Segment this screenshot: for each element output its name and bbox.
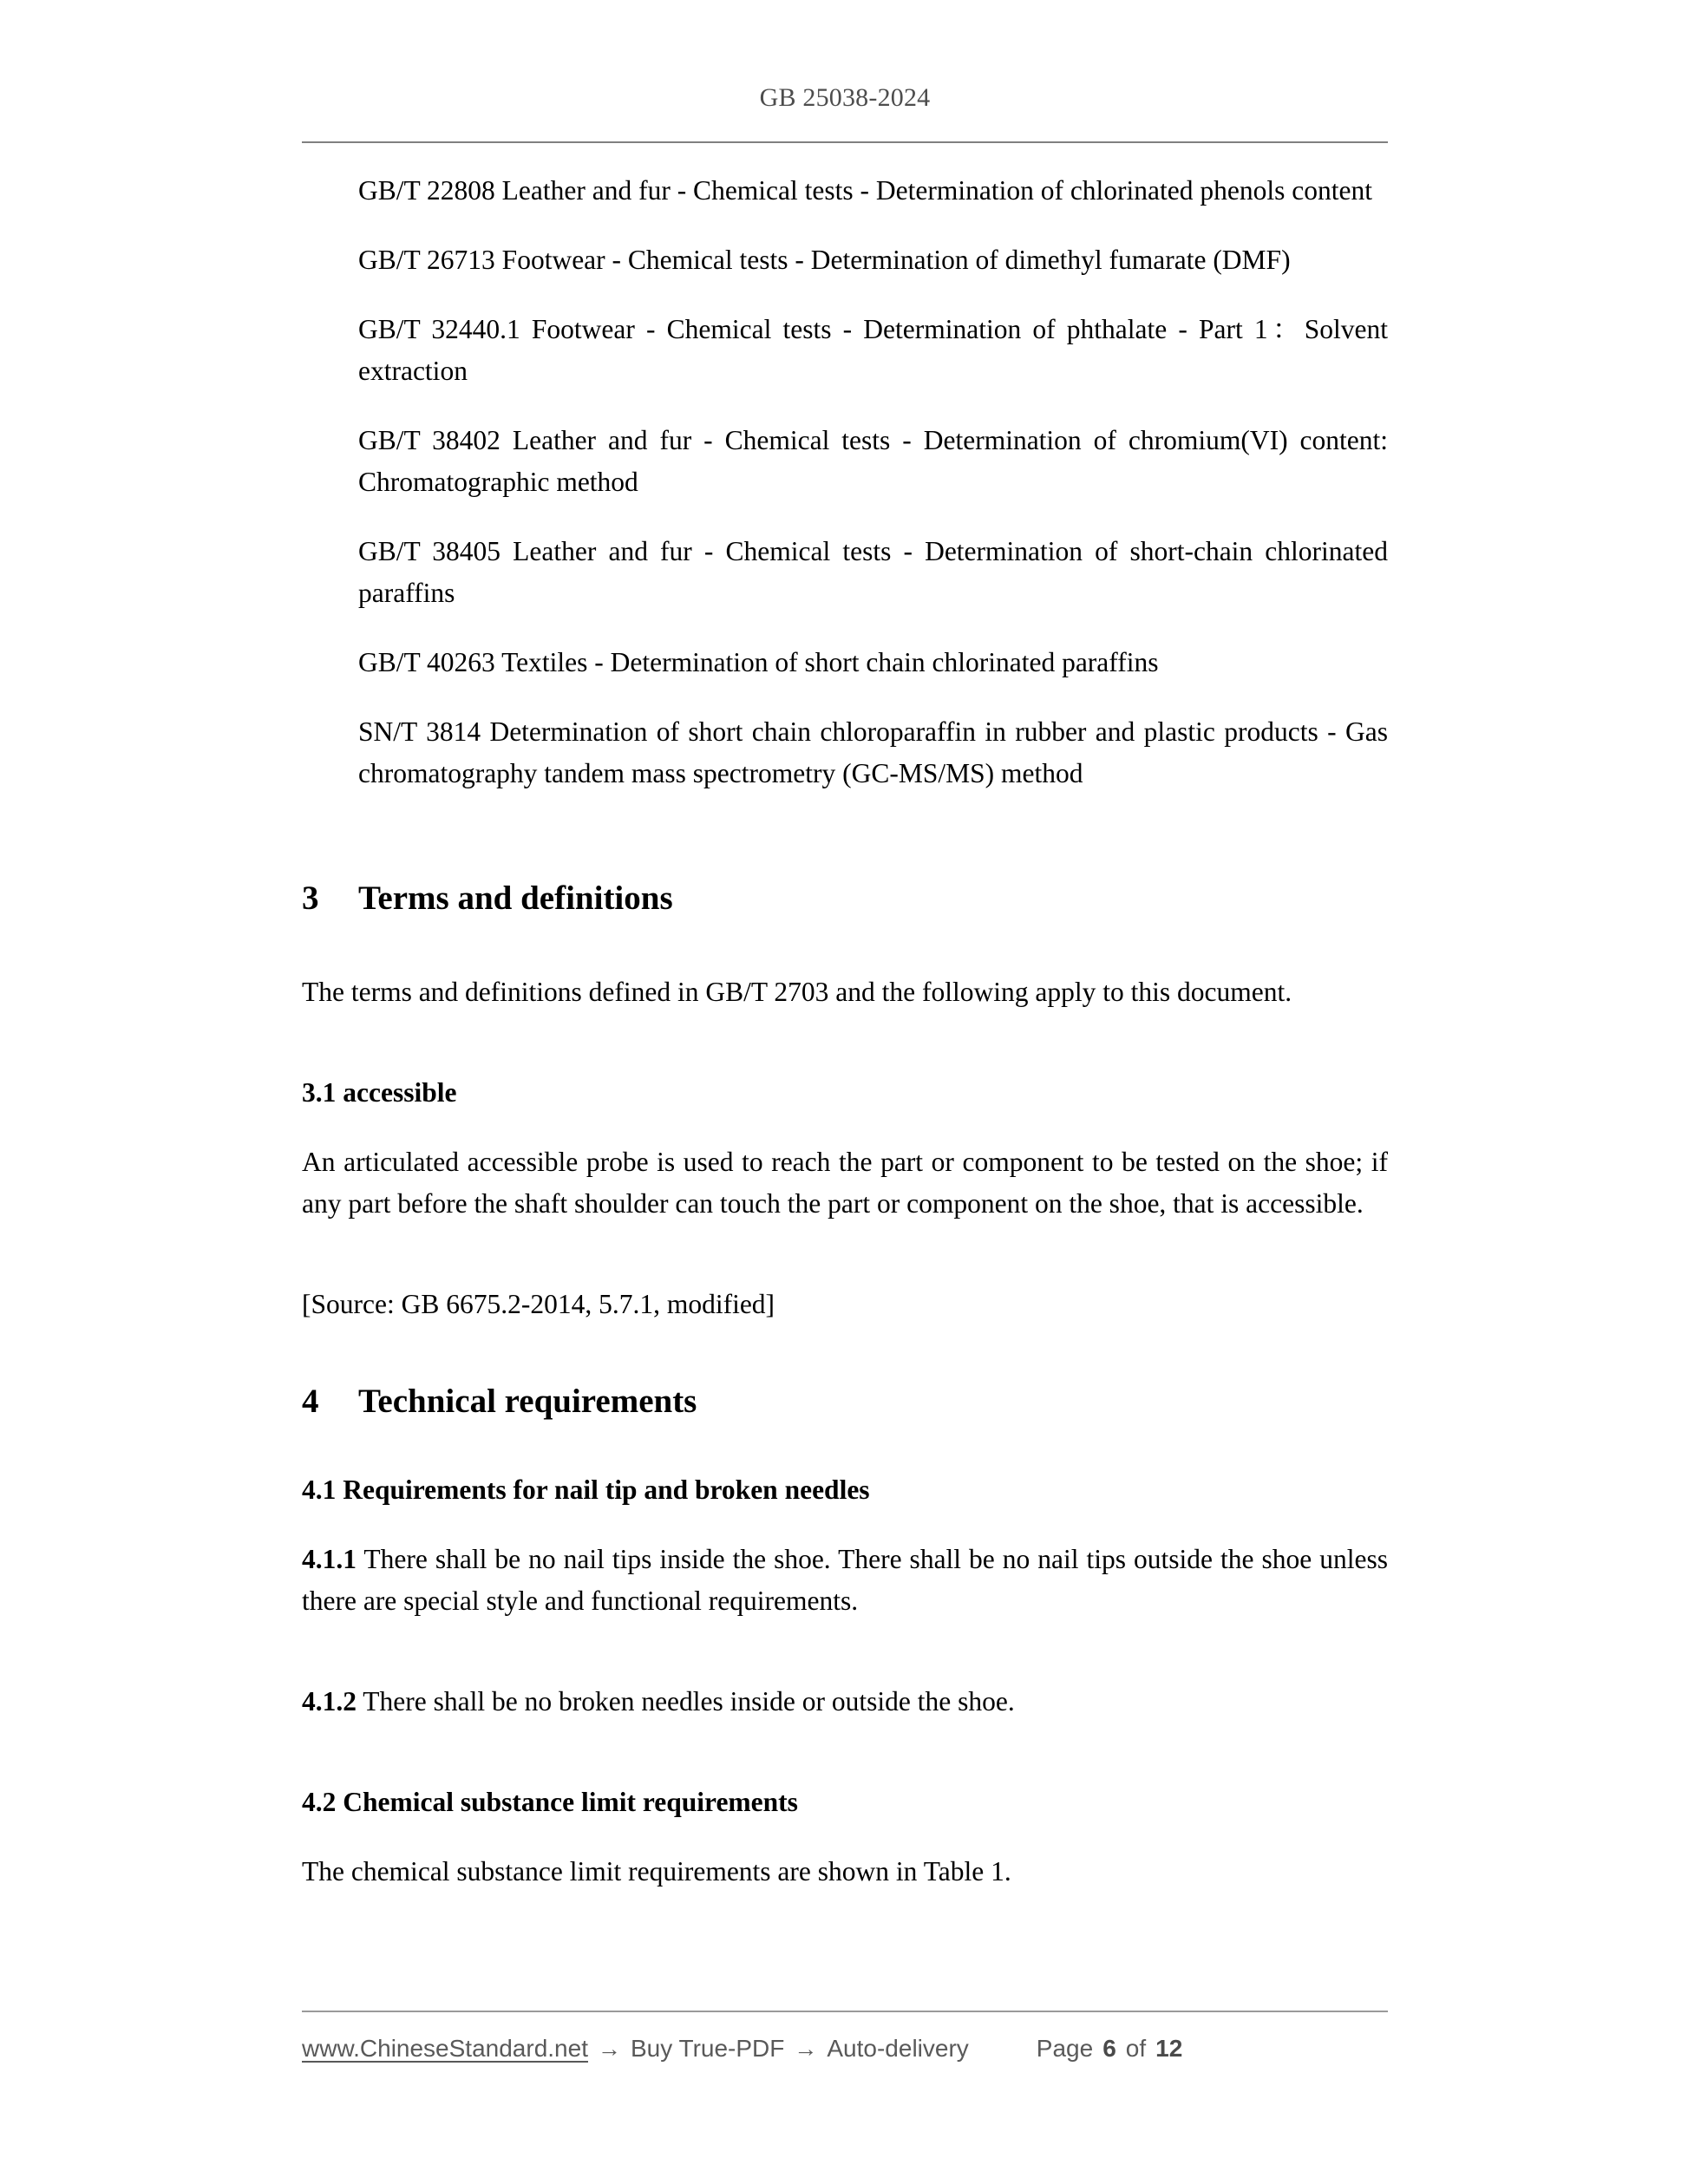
clause-4-1-heading: 4.1 Requirements for nail tip and broken needles [302,1475,870,1505]
clause-4-1-2-paragraph [302,1681,1388,1723]
clause-4-title: Technical requirements [358,1383,697,1420]
page-content [302,170,1388,1893]
page-word-label: Page [1036,2035,1094,2062]
clause-4-2-heading: 4.2 Chemical substance limit requirements [302,1787,798,1817]
clause-4-1-1-label: 4.1.1 [302,1544,357,1574]
clause-3-number: 3 [302,879,319,917]
reference-entry: GB/T 38402 Leather and fur - Chemical tests - Determination of chromium(VI) content: Chromatographic method [358,425,1388,497]
clause-4-2-paragraph: The chemical substance limit requirements are shown in Table 1. [302,1856,1011,1886]
footer-delivery-label: Auto-delivery [827,2035,969,2062]
clause-4-number: 4 [302,1383,319,1420]
arrow-right-icon: → [794,2036,818,2062]
header-divider [302,141,1388,143]
page-header [302,83,1388,113]
reference-entry: GB/T 38405 Leather and fur - Chemical tests - Determination of short-chain chlorinated paraffins [358,536,1388,608]
current-page-number: 6 [1102,2035,1116,2062]
term-3-1-heading: 3.1 accessible [302,1077,457,1108]
footer-promo [302,2035,969,2063]
clause-3-title: Terms and definitions [358,879,673,917]
page-indicator [1037,2035,1183,2063]
total-page-number: 12 [1155,2035,1183,2062]
reference-entry: GB/T 26713 Footwear - Chemical tests - Determination of dimethyl fumarate (DMF) [358,245,1291,275]
clause-4-1-1-text: There shall be no nail tips inside the shoe. There shall be no nail tips outside the shoe unless there are special style and functional requirements. [302,1544,1388,1616]
term-3-1-definition: An articulated accessible probe is used to reach the part or component to be tested on the shoe; if any part before the shaft shoulder can touch the part or component on the shoe, that is accessible. [302,1147,1388,1219]
clause-4-1-2-text: There shall be no broken needles inside or outside the shoe. [357,1686,1015,1716]
clause-4-1-2-label: 4.1.2 [302,1686,357,1716]
clause-4-1-1-paragraph [302,1539,1388,1622]
reference-entry: GB/T 32440.1 Footwear - Chemical tests - Determination of phthalate - Part 1：Solvent extraction [358,314,1388,386]
reference-entry: GB/T 40263 Textiles - Determination of short chain chlorinated paraffins [358,647,1159,677]
footer-website-link[interactable]: www.ChineseStandard.net [302,2035,588,2062]
clause-4-heading [302,1379,1388,1424]
term-3-1-source: [Source: GB 6675.2-2014, 5.7.1, modified] [302,1289,775,1319]
clause-3-heading [302,876,1388,921]
reference-entry: SN/T 3814 Determination of short chain chloroparaffin in rubber and plastic products - Gas chromatography tandem mass spectrometry (GC-MS/MS) method [358,716,1388,788]
footer-divider [302,2011,1388,2012]
arrow-right-icon: → [597,2036,621,2062]
page-footer [302,2035,1388,2063]
footer-buy-label: Buy True-PDF [630,2035,785,2062]
of-word-label: of [1125,2035,1147,2062]
header-standard-number: GB 25038-2024 [759,83,931,112]
reference-entry: GB/T 22808 Leather and fur - Chemical tests - Determination of chlorinated phenols content [358,175,1372,206]
clause-3-intro: The terms and definitions defined in GB/T 2703 and the following apply to this document. [302,977,1292,1007]
